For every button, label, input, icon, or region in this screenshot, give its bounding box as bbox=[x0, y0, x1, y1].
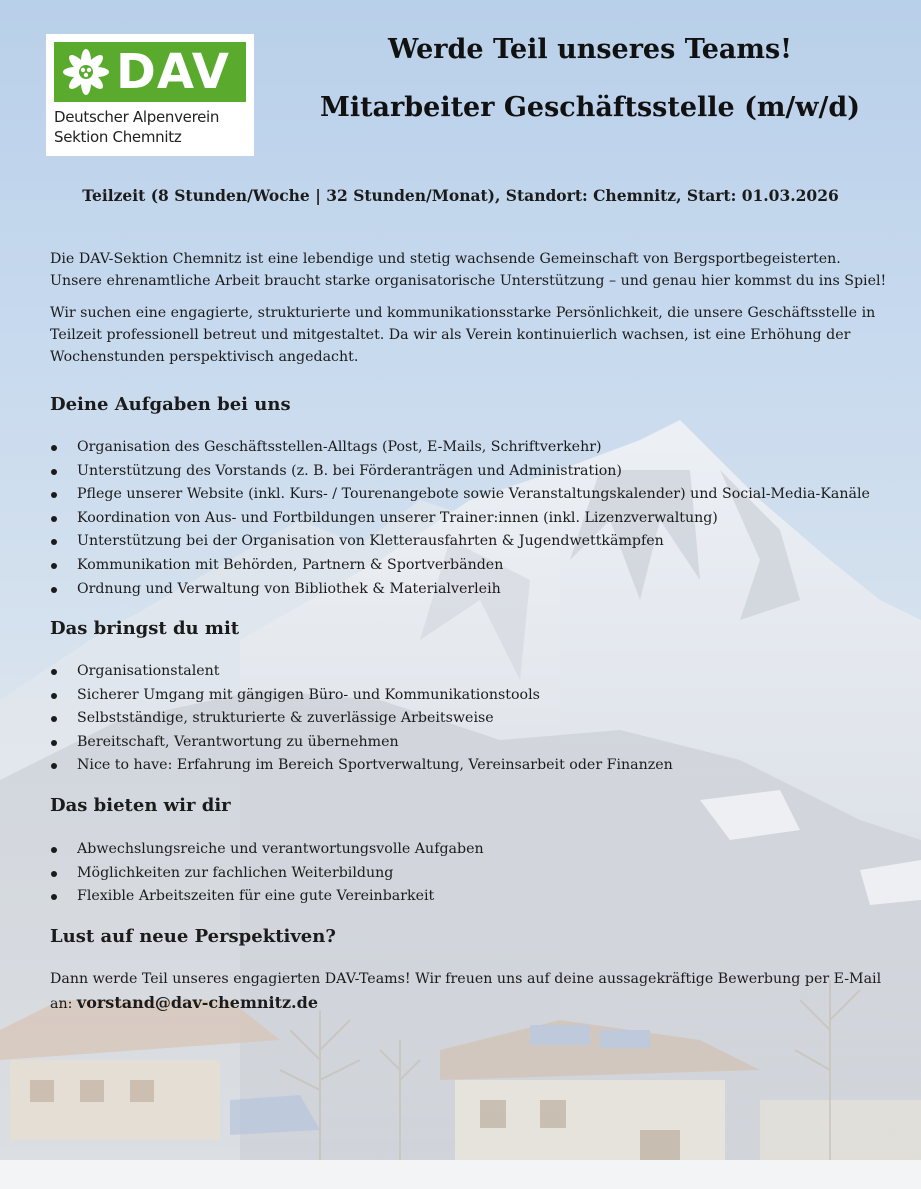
list-item: Unterstützung des Vorstands (z. B. bei Förderanträgen und Administration) bbox=[50, 460, 870, 484]
list-item: Abwechslungsreiche und verantwortungsvolle Aufgaben bbox=[50, 838, 484, 862]
list-item: Koordination von Aus- und Fortbildungen unserer Trainer:innen (inkl. Lizenzverwaltung) bbox=[50, 507, 870, 531]
headline: Werde Teil unseres Teams! bbox=[388, 34, 792, 65]
job-title: Mitarbeiter Geschäftsstelle (m/w/d) bbox=[319, 92, 861, 123]
list-item: Kommunikation mit Behörden, Partnern & Sportverbänden bbox=[50, 554, 870, 578]
tasks-heading: Deine Aufgaben bei uns bbox=[50, 394, 291, 415]
closing-paragraph bbox=[50, 967, 900, 1016]
list-item: Flexible Arbeitszeiten für eine gute Vereinbarkeit bbox=[50, 885, 484, 909]
requirements-heading: Das bringst du mit bbox=[50, 618, 240, 639]
offer-list bbox=[50, 838, 484, 909]
contact-email-link[interactable]: vorstand@dav-chemnitz.de bbox=[76, 993, 318, 1012]
logo-line-section: Sektion Chemnitz bbox=[54, 128, 182, 146]
offer-heading: Das bieten wir dir bbox=[50, 795, 231, 816]
logo-line-org: Deutscher Alpenverein bbox=[54, 108, 220, 126]
list-item: Bereitschaft, Verantwortung zu übernehmen bbox=[50, 731, 673, 755]
tasks-list bbox=[50, 436, 870, 601]
list-item: Ordnung und Verwaltung von Bibliothek & Materialverleih bbox=[50, 578, 870, 602]
list-item: Selbstständige, strukturierte & zuverlässige Arbeitsweise bbox=[50, 707, 673, 731]
job-details: Teilzeit (8 Stunden/Woche | 32 Stunden/Monat), Standort: Chemnitz, Start: 01.03.2026 bbox=[82, 186, 839, 205]
intro-paragraph-2: Wir suchen eine engagierte, strukturierte und kommunikationsstarke Persönlichkeit, die unsere Geschäftsstelle in Teilzeit professionell betreut und mitgestaltet. Da wir als Verein kontinuierlich wachsen, ist eine Erhöhung der Wochenstunden perspektivisch angedacht. bbox=[50, 305, 876, 365]
list-item: Nice to have: Erfahrung im Bereich Sportverwaltung, Vereinsarbeit oder Finanzen bbox=[50, 754, 673, 778]
closing-heading: Lust auf neue Perspektiven? bbox=[50, 926, 336, 947]
logo-brand-text: DAV bbox=[116, 44, 230, 100]
intro-paragraph-1: Die DAV-Sektion Chemnitz ist eine lebendige und stetig wachsende Gemeinschaft von Bergsportbegeisterten. Unsere ehrenamtliche Arbeit braucht starke organisatorische Unterstützung – und genau hier kommst du ins Spiel! bbox=[50, 251, 887, 289]
logo-green-badge bbox=[54, 42, 246, 102]
list-item: Pflege unserer Website (inkl. Kurs- / Tourenangebote sowie Veranstaltungskalender) und Social-Media-Kanäle bbox=[50, 483, 870, 507]
edelweiss-icon bbox=[60, 46, 112, 98]
list-item: Unterstützung bei der Organisation von Kletterausfahrten & Jugendwettkämpfen bbox=[50, 530, 870, 554]
list-item: Organisation des Geschäftsstellen-Alltags (Post, E-Mails, Schriftverkehr) bbox=[50, 436, 870, 460]
requirements-list bbox=[50, 660, 673, 778]
dav-logo bbox=[46, 34, 254, 156]
list-item: Organisationstalent bbox=[50, 660, 673, 684]
list-item: Möglichkeiten zur fachlichen Weiterbildung bbox=[50, 862, 484, 886]
list-item: Sicherer Umgang mit gängigen Büro- und Kommunikationstools bbox=[50, 684, 673, 708]
closing-text: Dann werde Teil unseres engagierten DAV-Teams! Wir freuen uns auf deine aussagekräftige Bewerbung per E-Mail an: bbox=[50, 971, 882, 1012]
